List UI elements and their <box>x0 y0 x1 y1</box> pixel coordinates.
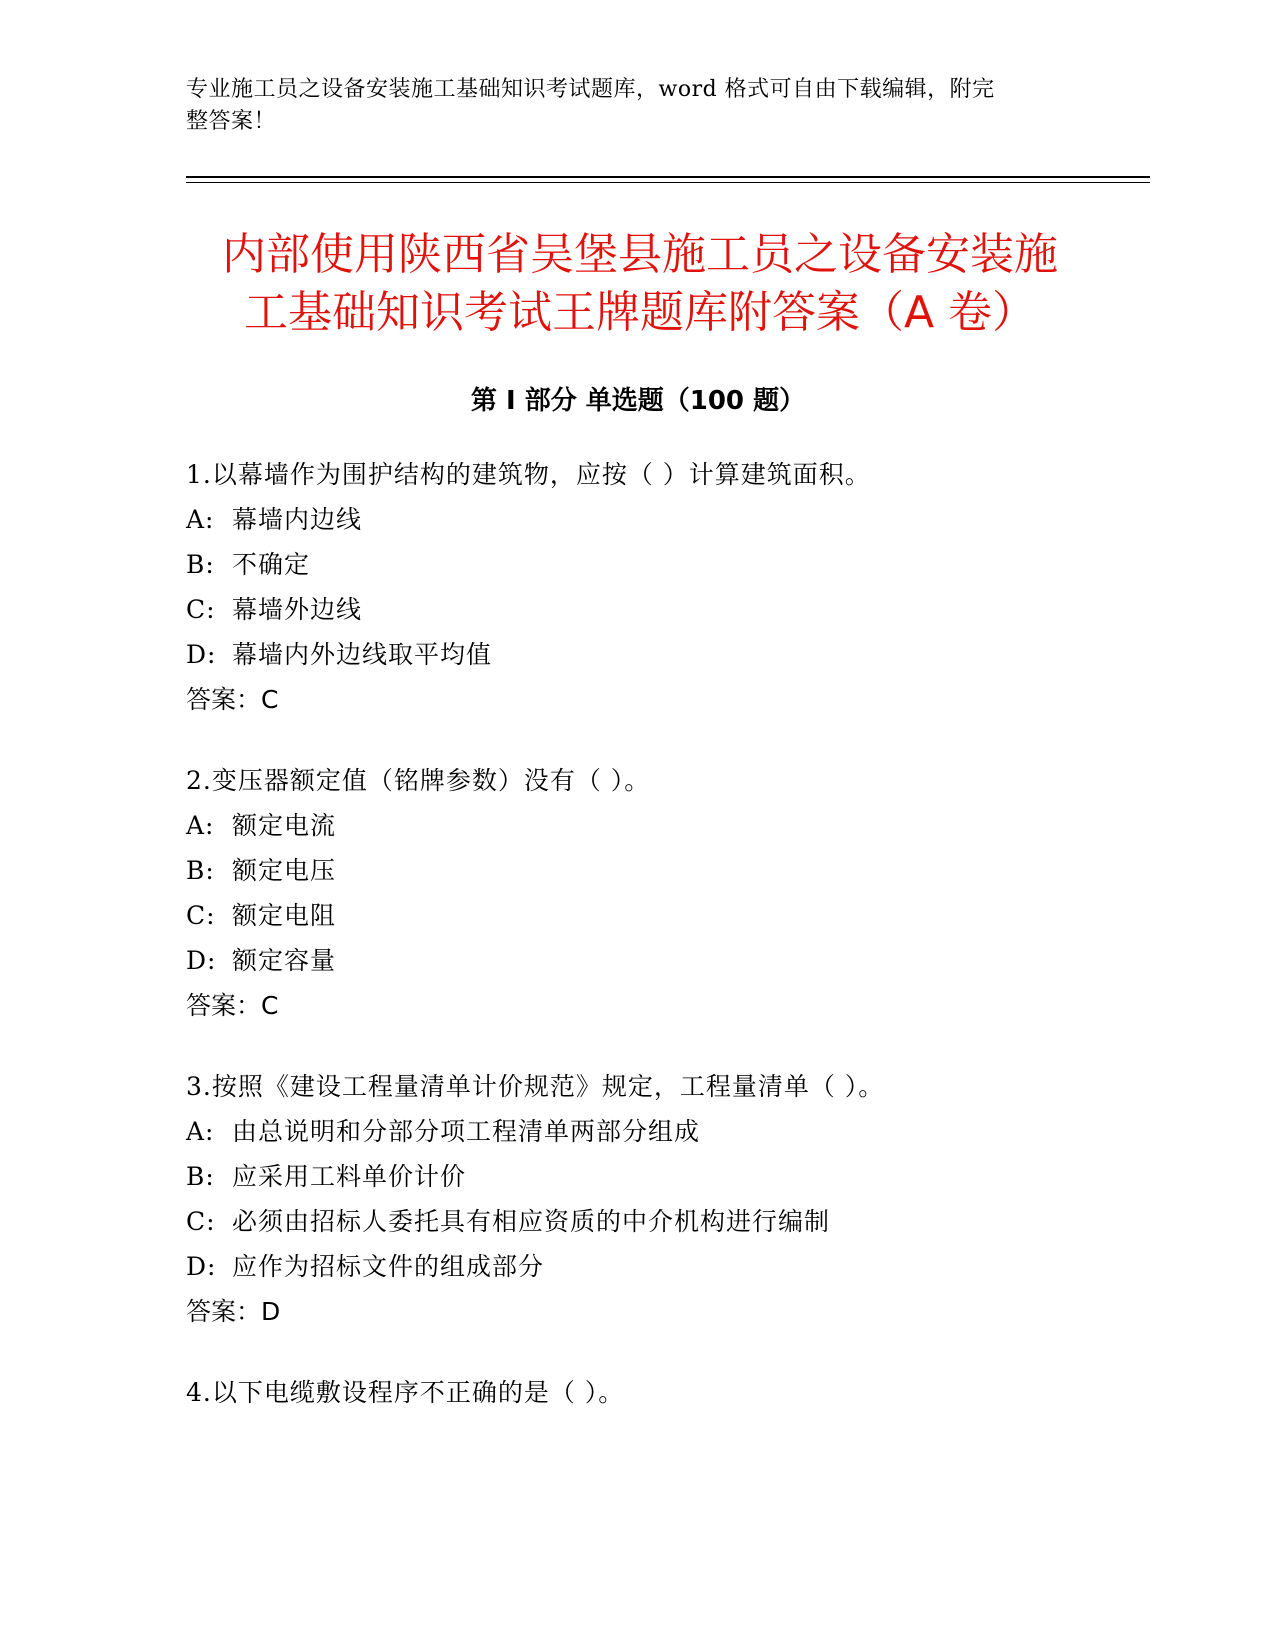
option-letter: C: <box>186 901 216 930</box>
option-letter: A: <box>186 505 215 534</box>
document-title <box>160 226 1120 342</box>
option-text: 应采用工料单价计价 <box>232 1162 467 1191</box>
option-letter: A: <box>186 1117 215 1146</box>
option-letter: C: <box>186 595 216 624</box>
question-2 <box>186 758 1136 1028</box>
document-title-line-2: 工基础知识考试王牌题库附答案（A 卷） <box>243 287 1037 338</box>
header-rule-thick <box>186 176 1150 178</box>
option-b <box>186 1154 1136 1199</box>
option-letter: C: <box>186 1207 216 1236</box>
question-4 <box>186 1370 1136 1415</box>
answer-line: 答案：C <box>186 991 279 1020</box>
answer-line: 答案：D <box>186 1297 281 1326</box>
option-d <box>186 938 1136 983</box>
header-note-line-2: 整答案！ <box>186 109 277 134</box>
option-d <box>186 1244 1136 1289</box>
header-rule-thin <box>186 182 1150 183</box>
option-letter: B: <box>186 1162 215 1191</box>
document-title-line-1: 内部使用陕西省吴堡县施工员之设备安装施 <box>222 229 1058 280</box>
option-letter: A: <box>186 811 215 840</box>
option-text: 额定电阻 <box>232 901 337 930</box>
question-stem: 1.以幕墙作为围护结构的建筑物，应按（ ）计算建筑面积。 <box>186 460 871 489</box>
option-letter: D: <box>186 946 217 975</box>
question-1 <box>186 452 1136 722</box>
option-a <box>186 1109 1136 1154</box>
option-text: 额定电压 <box>232 856 337 885</box>
option-c <box>186 1199 1136 1244</box>
option-a <box>186 803 1136 848</box>
option-letter: B: <box>186 856 215 885</box>
option-b <box>186 542 1136 587</box>
section-title: 第 I 部分 单选题（100 题） <box>470 386 806 416</box>
option-letter: D: <box>186 640 217 669</box>
option-text: 不确定 <box>232 550 311 579</box>
option-text: 应作为招标文件的组成部分 <box>232 1252 545 1281</box>
option-c <box>186 587 1136 632</box>
header-note-line-1: 专业施工员之设备安装施工基础知识考试题库，word 格式可自由下载编辑，附完 <box>186 77 995 102</box>
option-text: 额定电流 <box>232 811 337 840</box>
header-note <box>186 74 1066 138</box>
option-c <box>186 893 1136 938</box>
question-stem: 3.按照《建设工程量清单计价规范》规定，工程量清单（ ）。 <box>186 1072 885 1101</box>
question-stem: 2.变压器额定值（铭牌参数）没有（ ）。 <box>186 766 651 795</box>
option-text: 幕墙外边线 <box>232 595 363 624</box>
option-text: 幕墙内外边线取平均值 <box>232 640 493 669</box>
option-text: 由总说明和分部分项工程清单两部分组成 <box>232 1117 701 1146</box>
option-letter: D: <box>186 1252 217 1281</box>
option-a <box>186 497 1136 542</box>
option-text: 幕墙内边线 <box>232 505 363 534</box>
option-b <box>186 848 1136 893</box>
option-letter: B: <box>186 550 215 579</box>
question-3 <box>186 1064 1136 1334</box>
question-stem: 4.以下电缆敷设程序不正确的是（ ）。 <box>186 1378 625 1407</box>
option-text: 额定容量 <box>232 946 337 975</box>
answer-line: 答案：C <box>186 685 279 714</box>
option-d <box>186 632 1136 677</box>
option-text: 必须由招标人委托具有相应资质的中介机构进行编制 <box>232 1207 831 1236</box>
